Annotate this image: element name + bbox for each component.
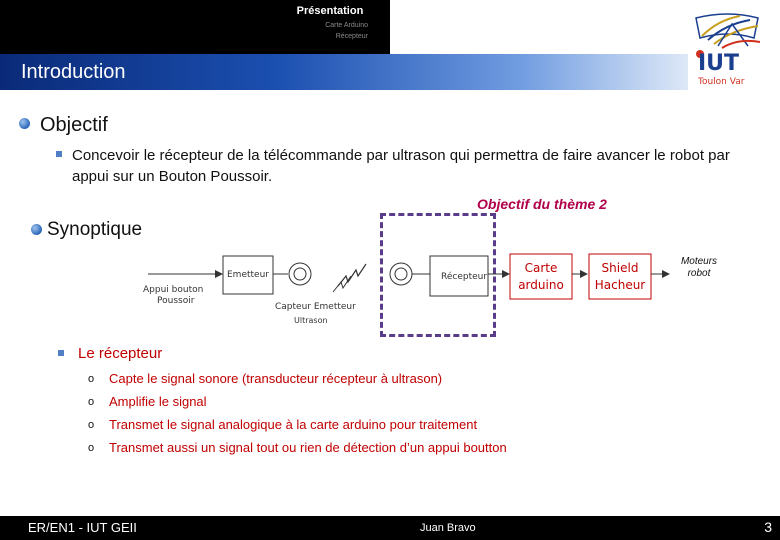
capteur-label-2: Ultrason [294, 316, 328, 325]
emetteur-label: Emetteur [227, 270, 269, 280]
carte-label-2: arduino [518, 278, 564, 292]
objectif-text: Concevoir le récepteur de la télécommande par ultrason qui permettra de faire avancer le robot par appui sur un Bouton Poussoir. [72, 147, 730, 185]
shield-label: Shield [601, 261, 639, 275]
appui-bouton-label-2: Poussoir [157, 296, 195, 306]
nav-sub-item-carte[interactable]: Carte Arduino [325, 22, 368, 29]
nav-sub-item-recepteur[interactable]: Récepteur [335, 33, 368, 40]
recepteur-heading: Le récepteur [78, 345, 163, 362]
synoptique-heading: Synoptique [47, 219, 143, 240]
shield-label-2: Hacheur [594, 278, 646, 292]
page-number: 3 [764, 519, 772, 535]
theme-objective-label: Objectif du thème 2 [477, 196, 607, 212]
capteur-label: Capteur Emetteur [275, 302, 356, 312]
footer-author: Juan Bravo [420, 522, 476, 534]
square-bullet-icon [58, 350, 64, 356]
section-title: Introduction [21, 61, 126, 83]
carte-label: Carte [524, 261, 558, 275]
logo-text: IUT [698, 51, 740, 76]
recepteur-label: Récepteur [441, 272, 488, 282]
logo-subtext: Toulon Var [698, 77, 745, 87]
receiver-transducer-icon [390, 263, 412, 285]
nav-title[interactable]: Présentation [296, 5, 364, 17]
footer-course: ER/EN1 - IUT GEII [28, 520, 137, 535]
emitter-transducer-icon [289, 263, 311, 285]
ultrasonic-wave-icon [338, 264, 366, 286]
moteurs-label: Moteurs robot [680, 256, 718, 279]
appui-bouton-label: Appui bouton [143, 285, 204, 295]
objectif-heading: Objectif [40, 114, 108, 136]
